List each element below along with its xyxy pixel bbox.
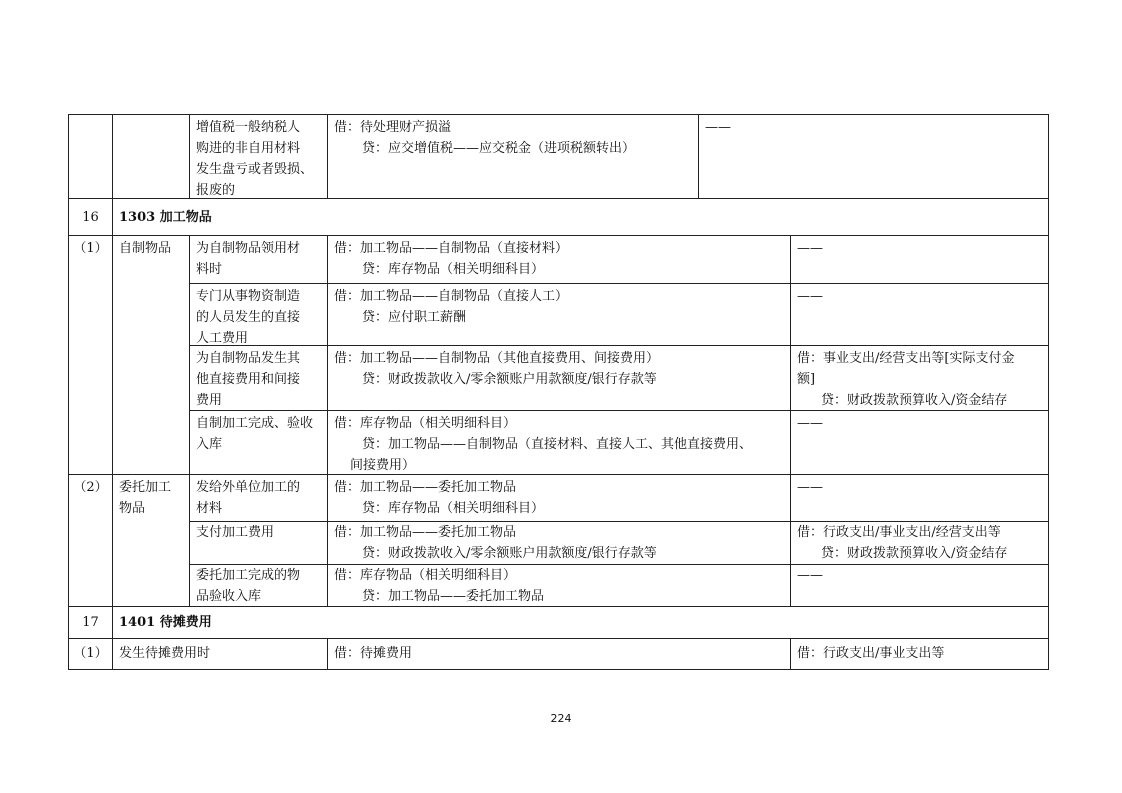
entry-debit: 借：库存物品（相关明细科目） [334,416,517,431]
sub16-1-row4-budget [790,410,1049,475]
top-budget-cell [698,114,1049,199]
top-entry-credit: 贷：应交增值税——应交税金（进项税额转出） [362,141,636,156]
sub16-1-row3-desc [189,345,328,411]
sub16-2-row3-desc [189,564,328,607]
sub16-1-name: 自制物品 [119,241,172,256]
desc-line: 委托加工完成的物 [196,568,301,583]
sub16-1-row4-desc [189,410,328,475]
budget-line: —— [797,289,823,304]
page-number: 224 [550,712,572,725]
sub16-1-no: （1） [73,241,108,256]
top-desc-cell [189,114,328,199]
desc-line: 料时 [196,262,223,277]
sub17-1-desc-cell [112,638,328,670]
sub17-1-debit: 借：待摊费用 [334,646,413,661]
sub16-2-name-line: 物品 [119,501,146,516]
desc-line: 入库 [196,437,223,452]
sub16-2-row3-budget [790,564,1049,607]
sub17-1-no: （1） [73,646,108,661]
desc-line: 发给外单位加工的 [196,480,301,495]
sub16-1-row2-entry [327,283,791,346]
entry-debit: 借：加工物品——自制物品（直接材料） [334,241,569,256]
section16-title-cell [112,198,1049,236]
section17-title-cell [112,606,1049,639]
budget-line: 借：行政支出/事业支出/经营支出等 [797,525,1001,540]
budget-line: 贷：财政拨款预算收入/资金结存 [821,393,1008,408]
sub16-1-row1-entry [327,235,791,284]
sub16-1-name-cell [112,235,190,475]
entry-debit: 借：加工物品——自制物品（直接人工） [334,289,569,304]
budget-line: 贷：财政拨款预算收入/资金结存 [821,546,1008,561]
entry-credit: 贷：库存物品（相关明细科目） [362,501,545,516]
budget-line: —— [797,480,823,495]
entry-credit: 贷：财政拨款收入/零余额账户用款额度/银行存款等 [362,372,657,387]
sub16-2-row2-desc [189,521,328,565]
entry-credit: 贷：财政拨款收入/零余额账户用款额度/银行存款等 [362,546,657,561]
top-budget-dash: —— [705,120,731,135]
sub16-2-no-cell [68,474,113,607]
desc-line: 为自制物品领用材 [196,241,301,256]
sub17-1-budget-cell [790,638,1049,670]
desc-line: 的人员发生的直接 [196,310,301,325]
desc-line: 自制加工完成、验收 [196,416,314,431]
top-entry-debit: 借：待处理财产损溢 [334,120,452,135]
desc-line: 支付加工费用 [196,525,275,540]
top-category-cell [112,114,190,199]
sub16-1-row1-budget [790,235,1049,284]
sub16-2-row2-entry [327,521,791,565]
top-desc-line: 发生盘亏或者毁损、 [196,162,314,177]
desc-line: 费用 [196,393,223,408]
sub16-1-row2-desc [189,283,328,346]
sub16-1-row2-budget [790,283,1049,346]
top-desc-line: 购进的非自用材料 [196,141,301,156]
sub16-2-row1-budget [790,474,1049,522]
entry-debit: 借：加工物品——自制物品（其他直接费用、间接费用） [334,351,660,366]
entry-credit-cont: 间接费用） [350,458,416,473]
desc-line: 品验收入库 [196,589,262,604]
section16-no: 16 [82,210,99,225]
sub16-2-row3-entry [327,564,791,607]
budget-line: —— [797,568,823,583]
desc-line: 他直接费用和间接 [196,372,301,387]
entry-debit: 借：加工物品——委托加工物品 [334,525,517,540]
budget-line: —— [797,241,823,256]
desc-line: 为自制物品发生其 [196,351,301,366]
desc-line: 人工费用 [196,331,249,346]
budget-line: 额] [797,372,816,387]
desc-line: 专门从事物资制造 [196,289,301,304]
sub17-1-budget: 借：行政支出/事业支出等 [797,646,945,661]
entry-credit: 贷：应付职工薪酬 [362,310,467,325]
sub16-2-name-line: 委托加工 [119,480,172,495]
entry-credit: 贷：加工物品——自制物品（直接材料、直接人工、其他直接费用、 [362,437,753,452]
sub16-2-no: （2） [73,480,108,495]
sub16-1-row3-budget [790,345,1049,411]
entry-credit: 贷：加工物品——委托加工物品 [362,589,545,604]
section17-no-cell [68,606,113,639]
sub17-1-no-cell [68,638,113,670]
entry-debit: 借：库存物品（相关明细科目） [334,568,517,583]
budget-line: 借：事业支出/经营支出等[实际支付金 [797,351,1015,366]
budget-line: —— [797,416,823,431]
sub17-1-entry-cell [327,638,791,670]
top-entry-cell [327,114,699,199]
top-no-cell [68,114,113,199]
desc-line: 材料 [196,501,223,516]
sub16-2-row1-desc [189,474,328,522]
sub16-2-name-cell [112,474,190,607]
sub16-1-no-cell [68,235,113,475]
sub16-1-row3-entry [327,345,791,411]
section16-no-cell [68,198,113,236]
top-desc-line: 增值税一般纳税人 [196,120,301,135]
entry-credit: 贷：库存物品（相关明细科目） [362,262,545,277]
entry-debit: 借：加工物品——委托加工物品 [334,480,517,495]
top-desc-line: 报废的 [196,183,236,198]
sub17-1-desc: 发生待摊费用时 [119,646,211,661]
sub16-2-row2-budget [790,521,1049,565]
section16-title: 1303 加工物品 [119,210,212,225]
sub16-1-row1-desc [189,235,328,284]
sub16-1-row4-entry [327,410,791,475]
section17-title: 1401 待摊费用 [119,615,212,630]
section17-no: 17 [82,615,99,630]
sub16-2-row1-entry [327,474,791,522]
